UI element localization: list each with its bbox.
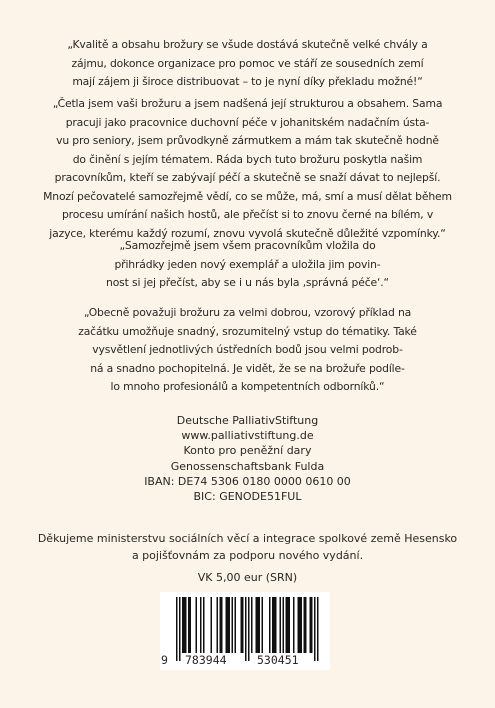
barcode-bar [274, 597, 276, 653]
bic-code: BIC: GENODE51FUL [193, 490, 302, 504]
quote-line: začátku umožňuje snadný, srozumitelný vstup do tématiky. Také [78, 324, 417, 338]
barcode-bar [275, 597, 277, 653]
acknowledgement [0, 531, 495, 564]
quote-line: „Samozřejmě jsem všem pracovníkům vložila do [119, 239, 376, 252]
barcode-bar [200, 597, 202, 653]
testimonial-quote-2 [30, 95, 465, 243]
barcode-bar [257, 597, 259, 653]
website-link[interactable]: www.palliativstiftung.de [181, 429, 314, 443]
barcode-bar [256, 597, 258, 653]
barcode-bar [190, 597, 192, 653]
quote-line: pracuji jako pracovnice duchovní péče v johanitském nadačním ústa- [65, 115, 430, 129]
barcode-bar [220, 597, 222, 653]
testimonial-quote-1 [30, 36, 465, 92]
barcode-bar [221, 597, 223, 653]
barcode-bar [310, 597, 312, 653]
quote-line: mají zájem ji široce distribuovat – to je nyní díky překladu možné!“ [72, 75, 423, 88]
testimonial-quote-3 [60, 237, 435, 293]
barcode-bar [203, 597, 205, 653]
barcode-bar [286, 597, 288, 653]
barcode-bar [226, 597, 228, 653]
quote-line: přihrádky jeden nový exemplář a uložila jim povin- [114, 257, 381, 271]
isbn-number [160, 651, 330, 669]
barcode-bar [185, 597, 187, 653]
barcode-bar [242, 597, 244, 653]
acknowledgement-line: Děkujeme ministerstvu sociálních věcí a integrace spolkové země Hesensko [37, 532, 458, 545]
donation-contact-block [0, 413, 495, 504]
quote-line: Mnozí pečovatelé samozřejmě vědí, co se může, má, smí a musí dělat během [43, 189, 452, 203]
barcode-bar [280, 597, 282, 653]
quote-line: vysvětlení jednotlivých ústředních bodů jsou velmi podrob- [92, 343, 403, 356]
barcode-bar [196, 597, 198, 653]
barcode-bar [259, 597, 261, 653]
barcode-bar [184, 597, 186, 653]
testimonial-quote-4 [30, 304, 465, 397]
quote-line: „Četla jsem vaši brožuru a jsem nadšená její strukturou a obsahem. Sama [52, 97, 443, 110]
barcode-bar [251, 597, 253, 653]
acknowledgement-line: a pojišťovnám za podporu nového vydání. [131, 548, 364, 562]
quote-line: nost si jej přečíst, aby se i u nás byla ‚správná péče‘.“ [106, 276, 389, 289]
barcode-bar [298, 597, 300, 653]
barcode-bar [311, 597, 313, 653]
barcode-bar [188, 597, 190, 653]
barcode-bar [229, 597, 231, 653]
organization-name: Deutsche PalliativStiftung [176, 414, 319, 427]
barcode-bar [299, 597, 301, 653]
barcode-bar [287, 597, 289, 653]
barcode-bar [262, 597, 264, 653]
iban-number: IBAN: DE74 5306 0180 0000 0610 00 [144, 474, 351, 488]
quote-line: jazyce, kterému každý rozumí, znovu vyvolá skutečně důležité vzpomínky.“ [49, 226, 446, 240]
quote-line: pracovníkům, kteří se zabývají péčí a skutečně se snaží dávat to nejlepší. [54, 171, 441, 184]
quote-line: procesu umírání našich hostů, ale přečíst si to znovu černé na bílém, v [61, 208, 434, 221]
barcode-bar [301, 597, 303, 653]
quote-line: „Kvalitě a obsahu brožury se všude dostává skutečně velké chvály a [67, 38, 428, 51]
barcode-bar [182, 597, 184, 653]
barcode-bar [289, 597, 291, 653]
barcode-bar [293, 597, 295, 653]
bank-name: Genossenschaftsbank Fulda [170, 459, 325, 473]
quote-line: zájmu, dokonce organizace pro pomoc ve stáří ze sousedních zemí [71, 56, 424, 70]
barcode-bar [227, 597, 229, 653]
barcode-bar [235, 597, 237, 653]
barcode-bar [241, 597, 243, 653]
barcode-bar [283, 597, 285, 653]
barcode-bar [269, 597, 271, 653]
quote-line: „Obecně považuji brožuru za velmi dobrou, vzorový příklad na [83, 306, 412, 319]
quote-line: do činění s jejím tématem. Ráda bych tuto brožuru poskytla našim [72, 152, 423, 166]
isbn-left-group: 783944 [185, 653, 227, 667]
barcode-bar [304, 597, 306, 653]
barcode-bar [232, 597, 234, 653]
price-label: VK 5,00 eur (SRN) [197, 571, 298, 584]
isbn-first-digit: 9 [161, 653, 168, 667]
barcode-bar [211, 597, 213, 653]
barcode-bar [217, 597, 219, 653]
quote-line: ná a snadno pochopitelná. Je vidět, že se na brožuře podíle- [90, 361, 405, 375]
barcode-bar [272, 597, 274, 653]
quote-line: vu pro seniory, jsem průvodkyně zármutkem a mám tak skutečně hodně [56, 134, 439, 147]
isbn-right-group: 530451 [257, 653, 299, 667]
barcode-bar [305, 597, 307, 653]
quote-line: lo mnoho profesionálů a kompetentních odborníků.“ [110, 380, 385, 393]
donation-account-label: Konto pro peněžní dary [183, 444, 312, 458]
